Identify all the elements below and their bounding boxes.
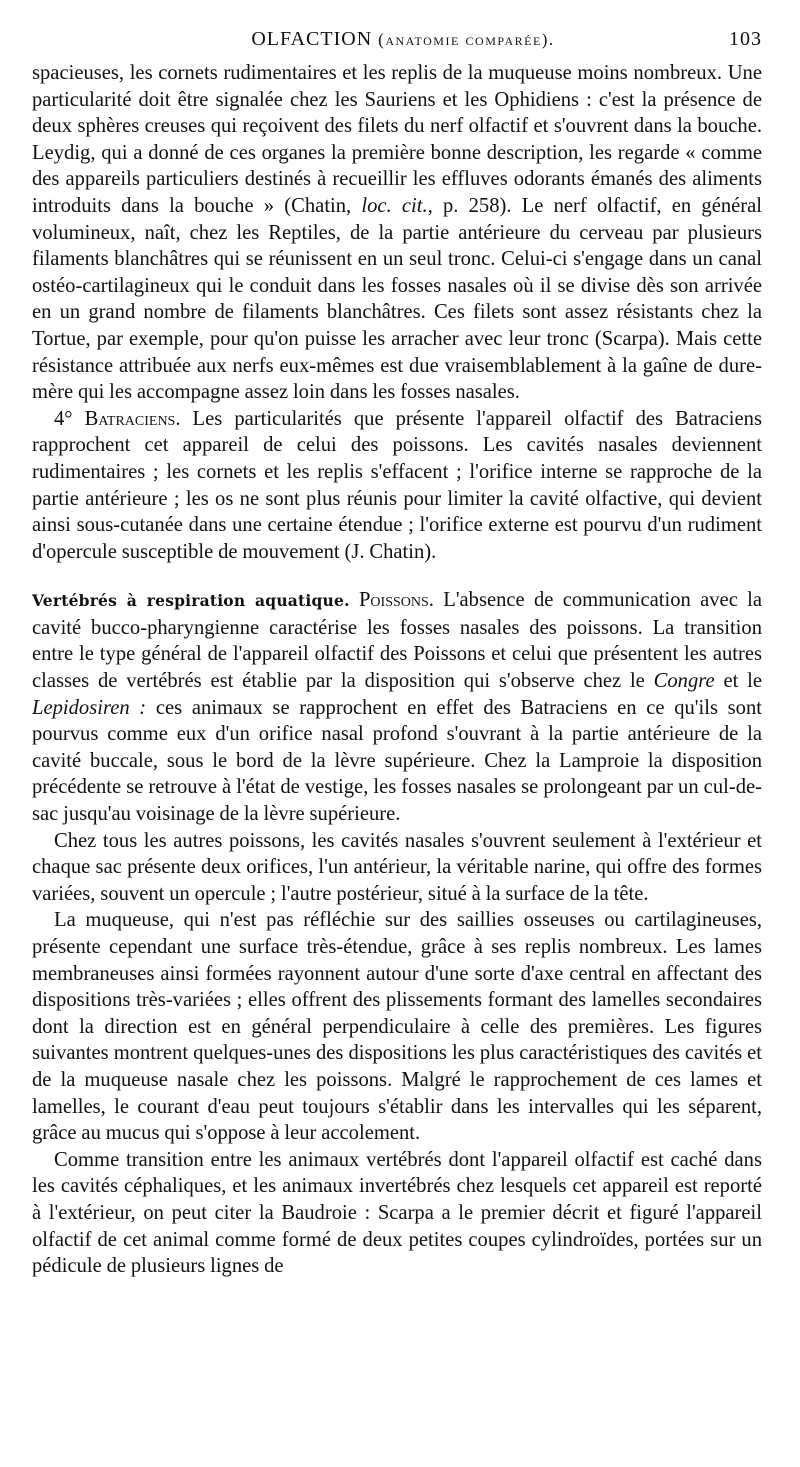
section-heading-batraciens: Batraciens. (84, 407, 181, 430)
running-title-main: OLFACTION (251, 28, 373, 50)
paragraph-text: L'absence de communication avec la cavité bucco-pharyngienne caractérise les fosses nasales des poissons. La transition entre le type général de l'appareil olfactif des Poissons et celui que présentent les autres classes de vertébrés est établie par la disposition qui s'observe chez le (32, 589, 762, 693)
paragraph-text: spacieuses, les cornets rudimentaires et les replis de la muqueuse moins nombreux. Une particularité doit être signalée chez les Sauriens et les Ophidiens : c'est la présence de deux sphères creuses qui reçoivent des filets du nerf olfactif et s'ouvrent dans la bouche. Leydig, qui a donné de ces organes la première bonne description, les regarde « comme des appareils particuliers destinés à recueillir les effluves odorants émanés des aliments introduits dans la bouche » (Chatin, (32, 62, 762, 217)
paragraph-baudroie: Comme transition entre les animaux vertébrés dont l'appareil olfactif est caché dans les cavités céphaliques, et les animaux invertébrés chez lesquels cet appareil est reporté à l'extérieur, on peut citer la Baudroie : Scarpa a le premier décrit et figuré l'appareil olfactif de cet animal comme formé de deux petites coupes cylindroïdes, portées sur un pédicule de plusieurs lignes de (32, 1148, 762, 1278)
paragraph-text: ces animaux se rapprochent en effet des Batraciens en ce qu'ils sont pourvus comme eux d'un orifice nasal profond s'ouvrant à la partie antérieure de la cavité buccale, sous le bord de la lèvre supérieure. Chez la Lamproie la disposition précédente se retrouve à l'état de vestige, les fosses nasales se prolongeant par un cul-de-sac jusqu'au voisinage de la lèvre supérieure. (32, 696, 762, 826)
paragraph-text: Les particularités que présente l'appareil olfactif des Batraciens rapprochent cet appareil de celui des poissons. Les cavités nasales deviennent rudimentaires ; les cornets et les replis s'effacent ; l'orifice interne se rapproche de la partie antérieure ; les os ne sont plus réunis pour limiter la cavité olfactive, qui devient ainsi sous-cutanée dans une certaine étendue ; l'orifice externe est pourvu d'un rudiment d'opercule susceptible de mouvement (J. Chatin). (32, 407, 762, 563)
running-title (32, 28, 762, 51)
running-head (32, 22, 762, 60)
running-title-sub: (anatomie comparée). (378, 30, 555, 49)
paragraph-muqueuse: La muqueuse, qui n'est pas réfléchie sur des saillies osseuses ou cartilagineuses, présente cependant une surface très-étendue, grâce à ses replis nombreux. Les lames membraneuses ainsi formées rayonnent autour d'une sorte d'axe central en affectant des dispositions très-variées ; elles offrent des plissements formant des lamelles secondaires dont la direction est en général perpendiculaire à celle des premières. Les figures suivantes montrent quelques-unes des dispositions les plus caractéristiques des cavités et de la muqueuse nasale chez les poissons. Malgré le rapprochement de ces lames et lamelles, le courant d'eau peut toujours s'établir dans les intervalles qui les séparent, grâce au mucus qui s'oppose à leur accolement. (32, 909, 762, 1145)
paragraph-reptiles-continued (32, 60, 762, 406)
paragraph-text: et le (723, 670, 762, 693)
book-page (32, 22, 762, 1280)
section-gap (32, 565, 762, 587)
citation-loc-cit: loc. cit. (361, 194, 428, 217)
paragraph-narines: Chez tous les autres poissons, les cavités nasales s'ouvrent seulement à l'extérieur et chaque sac présente deux orifices, l'un antérieur, la véritable narine, qui offre des formes variées, souvent un opercule ; l'autre postérieur, situé à la surface de la tête. (32, 829, 762, 905)
page-number: 103 (729, 28, 762, 50)
paragraph-text: , p. 258). Le nerf olfactif, en général volumineux, naît, chez les Reptiles, de la partie antérieure du cerveau par plusieurs filaments blanchâtres qui se réunissent en un seul tronc. Celui-ci s'engage dans un canal ostéo-cartilagineux qui le conduit dans les fosses nasales où il se divise dès son arrivée en un grand nombre de filaments blanchâtres. Ces filets sont assez résistants chez la Tortue, par exemple, pour qu'on puisse les arracher avec leur tronc (Scarpa). Mais cette résistance attribuée aux nerfs eux-mêmes est due vraisemblablement à la gaîne de dure-mère qui les accompagne assez loin dans les fosses nasales. (32, 194, 762, 404)
run-in-heading-vertebres-aquatiques: Vertébrés à respiration aquatique. (32, 591, 350, 611)
species-congre: Congre (653, 670, 715, 693)
paragraph-poissons (32, 587, 762, 827)
paragraph-batraciens (32, 406, 762, 566)
body-text (32, 60, 762, 1280)
section-number: 4° (54, 407, 73, 430)
section-heading-poissons: Poissons. (358, 589, 434, 612)
species-lepidosiren: Lepidosiren : (32, 696, 147, 719)
